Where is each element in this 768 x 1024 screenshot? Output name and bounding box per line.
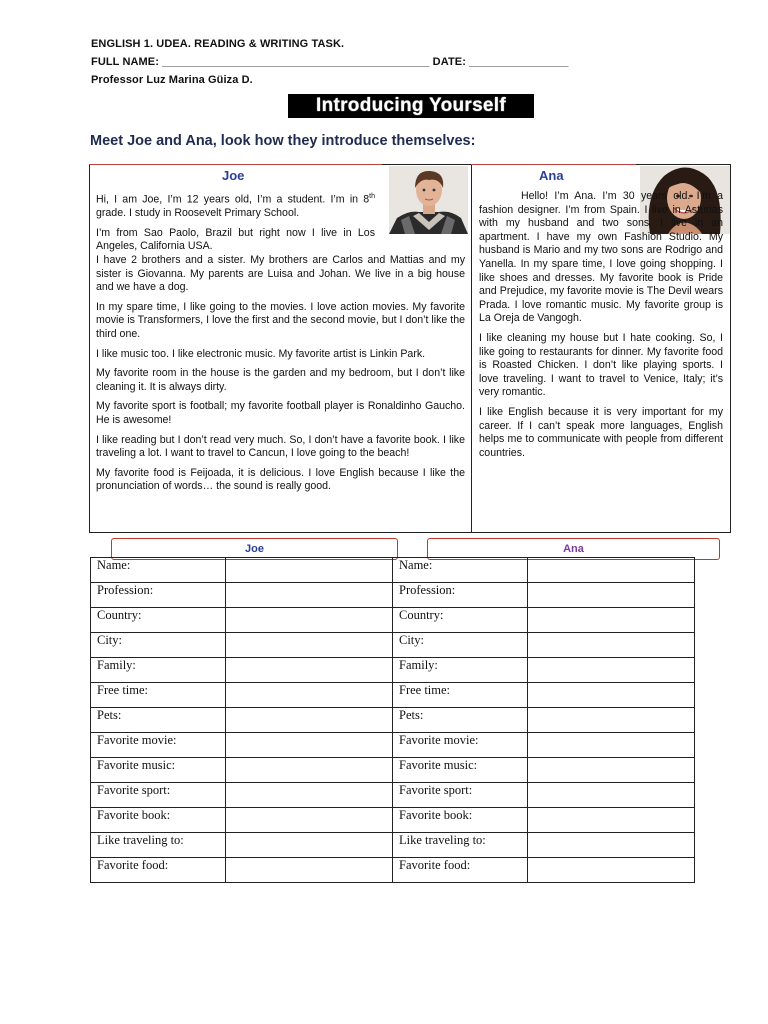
ana-field-label: Favorite sport: bbox=[393, 783, 528, 808]
ana-field-label: Country: bbox=[393, 608, 528, 633]
ana-answer-cell[interactable] bbox=[528, 708, 695, 733]
joe-field-label: Pets: bbox=[91, 708, 226, 733]
joe-answer-cell[interactable] bbox=[226, 733, 393, 758]
ana-answer-cell[interactable] bbox=[528, 833, 695, 858]
ana-field-label: Family: bbox=[393, 658, 528, 683]
ana-paragraph: I like English because it is very important for my career. If I can’t speak more languages, English helps me to communicate with people from different countries. bbox=[479, 405, 723, 459]
joe-form-row bbox=[91, 858, 393, 883]
joe-paragraph: I like music too. I like electronic music. My favorite artist is Linkin Park. bbox=[96, 347, 426, 360]
joe-paragraph: In my spare time, I like going to the movies. I love action movies. My favorite movie is Transformers, I love the first and the second movie, but I don’t like the third one. bbox=[96, 300, 465, 340]
ana-column-tag: Ana bbox=[427, 538, 720, 560]
joe-column-tag: Joe bbox=[111, 538, 398, 560]
ana-story bbox=[479, 190, 723, 466]
ana-heading: Ana bbox=[539, 168, 564, 183]
joe-form-row bbox=[91, 658, 393, 683]
joe-form-row bbox=[91, 808, 393, 833]
joe-form-row bbox=[91, 833, 393, 858]
joe-answer-cell[interactable] bbox=[226, 558, 393, 583]
joe-form-row bbox=[91, 758, 393, 783]
joe-field-label: City: bbox=[91, 633, 226, 658]
joe-field-label: Favorite sport: bbox=[91, 783, 226, 808]
joe-form-row bbox=[91, 583, 393, 608]
joe-answer-cell[interactable] bbox=[226, 658, 393, 683]
ana-answer-cell[interactable] bbox=[528, 658, 695, 683]
ana-form-row bbox=[393, 833, 695, 858]
joe-heading-underline bbox=[89, 164, 382, 165]
ana-form-table bbox=[392, 557, 695, 883]
ana-answer-cell[interactable] bbox=[528, 783, 695, 808]
ana-field-label: Favorite book: bbox=[393, 808, 528, 833]
joe-field-label: Family: bbox=[91, 658, 226, 683]
ana-field-label: Like traveling to: bbox=[393, 833, 528, 858]
ana-field-label: City: bbox=[393, 633, 528, 658]
ana-form-row bbox=[393, 583, 695, 608]
ana-form-row bbox=[393, 633, 695, 658]
ana-paragraph: Hello! I’m Ana. I’m 30 years old. I’m a fashion designer. I’m from Spain. I live in Asturias with my husband and two sons. I live in an apartment. I have my own Fashion Studio. My husband is Mario and my two sons are Rodrigo and Yanella. In my spare time, I love going shopping. I like shoes and dresses. My favorite book is Pride and Prejudice, my favorite movie is The Devil wears Prada. I love romantic music. My favorite group is La Oreja de Vangogh. bbox=[479, 190, 723, 325]
ana-field-label: Name: bbox=[393, 558, 528, 583]
joe-paragraph: My favorite sport is football; my favorite football player is Ronaldinho Gaucho. He is awesome! bbox=[96, 400, 465, 426]
ana-form-row bbox=[393, 733, 695, 758]
joe-photo bbox=[389, 166, 468, 234]
ana-field-label: Pets: bbox=[393, 708, 528, 733]
joe-form-row bbox=[91, 558, 393, 583]
ana-field-label: Free time: bbox=[393, 683, 528, 708]
ana-form-row bbox=[393, 658, 695, 683]
ana-answer-cell[interactable] bbox=[528, 858, 695, 883]
joe-answer-cell[interactable] bbox=[226, 783, 393, 808]
joe-paragraph: My favorite room in the house is the garden and my bedroom, but I don’t like cleaning it. It is always dirty. bbox=[96, 367, 465, 393]
ana-field-label: Profession: bbox=[393, 583, 528, 608]
ana-paragraph: I like cleaning my house but I hate cooking. So, I like going to restaurants for dinner. My favorite food is Roasted Chicken. I don’t like playing sports. I love traveling. I want to travel to Venice, Italy; it’s very romantic. bbox=[479, 331, 723, 399]
ana-form-row bbox=[393, 808, 695, 833]
joe-field-label: Like traveling to: bbox=[91, 833, 226, 858]
page-title: Introducing Yourself bbox=[315, 95, 507, 116]
joe-field-label: Name: bbox=[91, 558, 226, 583]
joe-paragraph: I like reading but I don’t read very much. So, I don’t have a favorite book. I like traveling a lot. I want to travel to Cancun, I love going to the beach! bbox=[96, 433, 465, 460]
joe-story-intro: Hi, I am Joe, I’m 12 years old, I’m a student. I’m in 8th grade. I study in Roosevelt Primary School. I’m from Sao Paolo, Brazil but right now I live in Los Angeles, California USA. bbox=[96, 193, 375, 253]
joe-answer-cell[interactable] bbox=[226, 683, 393, 708]
joe-paragraph: My favorite food is Feijoada, it is delicious. I love English because I like the pronunciation of words… the sound is really good. bbox=[96, 466, 465, 493]
ana-answer-cell[interactable] bbox=[528, 583, 695, 608]
joe-field-label: Free time: bbox=[91, 683, 226, 708]
joe-form-row bbox=[91, 633, 393, 658]
subtitle: Meet Joe and Ana, look how they introduce themselves: bbox=[90, 133, 476, 149]
joe-field-label: Profession: bbox=[91, 583, 226, 608]
ana-answer-cell[interactable] bbox=[528, 608, 695, 633]
professor-line: Professor Luz Marina Güiza D. bbox=[91, 74, 253, 86]
ana-answer-cell[interactable] bbox=[528, 733, 695, 758]
joe-answer-cell[interactable] bbox=[226, 858, 393, 883]
joe-answer-cell[interactable] bbox=[226, 583, 393, 608]
joe-answer-cell[interactable] bbox=[226, 758, 393, 783]
ana-form-row bbox=[393, 608, 695, 633]
ana-field-label: Favorite movie: bbox=[393, 733, 528, 758]
joe-form-row bbox=[91, 783, 393, 808]
joe-form-row bbox=[91, 683, 393, 708]
ana-form-row bbox=[393, 758, 695, 783]
joe-heading: Joe bbox=[222, 168, 245, 183]
joe-field-label: Favorite music: bbox=[91, 758, 226, 783]
joe-answer-cell[interactable] bbox=[226, 608, 393, 633]
joe-field-label: Favorite book: bbox=[91, 808, 226, 833]
ana-field-label: Favorite music: bbox=[393, 758, 528, 783]
ana-answer-cell[interactable] bbox=[528, 808, 695, 833]
ana-form-row bbox=[393, 558, 695, 583]
joe-field-label: Favorite food: bbox=[91, 858, 226, 883]
joe-field-label: Country: bbox=[91, 608, 226, 633]
joe-form-table bbox=[90, 557, 393, 883]
joe-story-body bbox=[96, 254, 465, 500]
title-banner bbox=[288, 94, 534, 118]
ana-answer-cell[interactable] bbox=[528, 633, 695, 658]
joe-answer-cell[interactable] bbox=[226, 833, 393, 858]
joe-paragraph: I have 2 brothers and a sister. My brothers are Carlos and Mattias and my sister is Giovanna. My parents are Luisa and Johan. We live in a big house and we have a dog. bbox=[96, 254, 465, 294]
ana-form-row bbox=[393, 783, 695, 808]
joe-form-row bbox=[91, 733, 393, 758]
joe-field-label: Favorite movie: bbox=[91, 733, 226, 758]
course-header: ENGLISH 1. UDEA. READING & WRITING TASK. bbox=[91, 38, 345, 50]
joe-form-row bbox=[91, 708, 393, 733]
ana-form-row bbox=[393, 708, 695, 733]
ana-answer-cell[interactable] bbox=[528, 758, 695, 783]
joe-answer-cell[interactable] bbox=[226, 708, 393, 733]
joe-form-row bbox=[91, 608, 393, 633]
ana-form-row bbox=[393, 858, 695, 883]
full-name-date-line: FULL NAME: ___________________________________________ DATE: ________________ bbox=[91, 56, 569, 68]
joe-answer-cell[interactable] bbox=[226, 808, 393, 833]
ana-field-label: Favorite food: bbox=[393, 858, 528, 883]
ana-answer-cell[interactable] bbox=[528, 558, 695, 583]
ana-heading-underline bbox=[471, 164, 636, 165]
ana-answer-cell[interactable] bbox=[528, 683, 695, 708]
story-divider bbox=[471, 164, 472, 533]
joe-answer-cell[interactable] bbox=[226, 633, 393, 658]
ana-form-row bbox=[393, 683, 695, 708]
